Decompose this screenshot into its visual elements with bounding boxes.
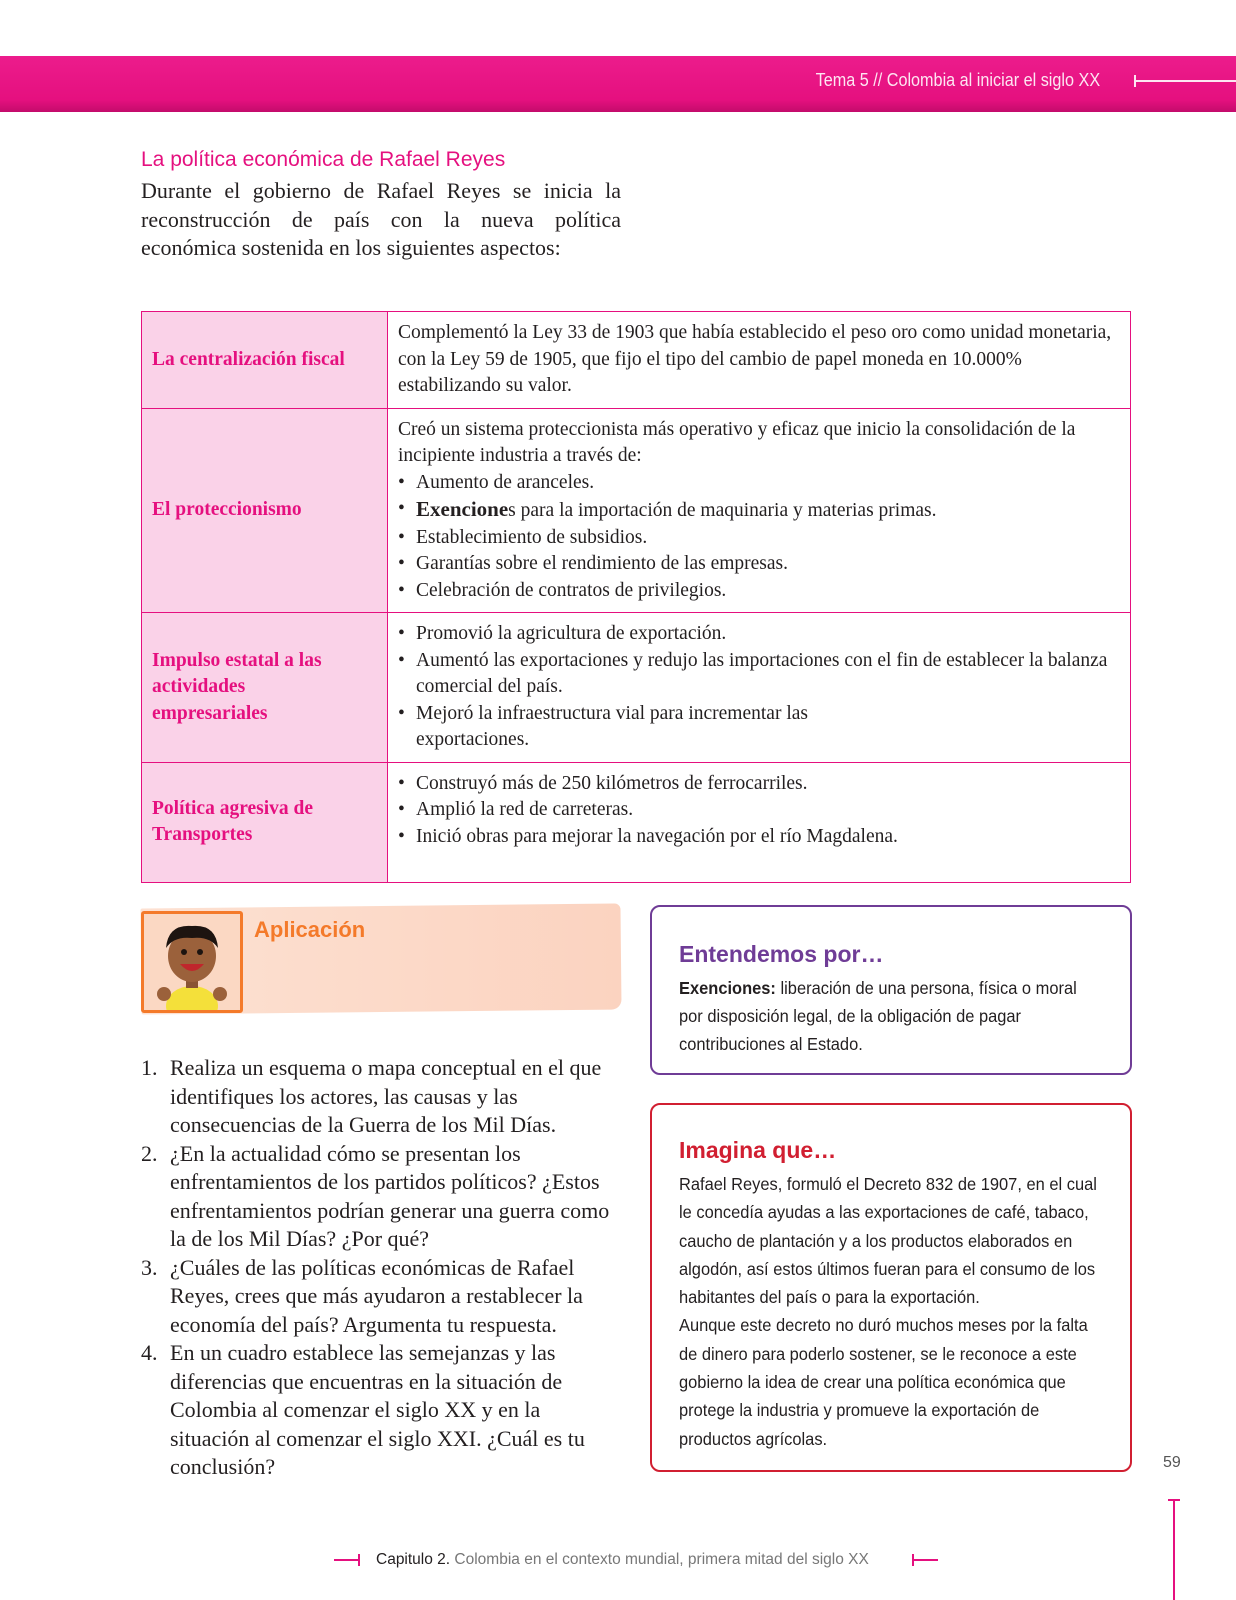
item-number: 4.: [141, 1340, 158, 1365]
table-row: [142, 762, 1131, 882]
footer-rule-right: [912, 1559, 938, 1561]
imagine-text: [679, 1170, 1102, 1453]
topic-title: Tema 5 // Colombia al iniciar el siglo XX: [815, 70, 1100, 90]
footer-title: Colombia en el contexto mundial, primera mitad del siglo XX: [450, 1551, 869, 1568]
definition-term: Exenciones:: [679, 978, 776, 998]
bold-term: Exencione: [416, 497, 509, 521]
avatar-illustration: [144, 914, 240, 1010]
item-number: 3.: [141, 1254, 158, 1280]
list-item: [141, 1254, 621, 1340]
imagine-box: [650, 1103, 1132, 1472]
term-suffix: s: [508, 500, 521, 521]
policy-table: [141, 311, 1131, 883]
imagine-paragraph: Rafael Reyes, formuló el Decreto 832 de 1907, en el cual le concedía ayudas a las exportaciones de café, tabaco, caucho de plantación y a los productos elaborados en algodón, así estos últimos fueran para el consumo de los habitantes del país o para la exportación.: [679, 1174, 1097, 1308]
table-row: [142, 613, 1131, 763]
intro-paragraph: Durante el gobierno de Rafael Reyes se inicia la reconstrucción de país con la nueva política económica sostenida en los siguientes aspectos:: [141, 178, 621, 260]
item-text: Realiza un esquema o mapa conceptual en el que identifiques los actores, las causas y las consecuencias de la Guerra de los Mil Días.: [170, 1055, 602, 1137]
list-item: [141, 1339, 621, 1482]
row-label: La centralización fiscal: [142, 312, 388, 409]
bullet-list: [398, 621, 1118, 754]
table-row: [142, 408, 1131, 613]
definition-title: Entendemos por…: [679, 941, 884, 967]
row-content: [388, 613, 1131, 763]
list-item: • Aumentó las exportaciones y redujo las importaciones con el fin de establecer la balanza comercial del país.: [398, 648, 1118, 701]
list-item: • Promovió la agricultura de exportación.: [398, 621, 1118, 648]
bullet-list: [398, 771, 1118, 851]
list-item: • Construyó más de 250 kilómetros de ferrocarriles.: [398, 771, 1118, 798]
row-intro: Creó un sistema proteccionista más operativo y eficaz que inicio la consolidación de la incipiente industria a través de:: [398, 418, 1076, 466]
list-item: • Inició obras para mejorar la navegación por el río Magdalena.: [398, 824, 1118, 851]
list-item: • Mejoró la infraestructura vial para incrementar las exportaciones.: [398, 701, 1118, 754]
bullet-list: [398, 470, 1118, 605]
imagine-title: Imagina que…: [679, 1137, 837, 1163]
footer-chapter: Capitulo 2.: [376, 1551, 451, 1568]
boy-thumbs-up-avatar-icon: [141, 911, 243, 1013]
row-content: [388, 762, 1131, 882]
activity-list: [141, 1054, 621, 1482]
row-label: El proteccionismo: [142, 408, 388, 613]
item-text: ¿Cuáles de las políticas económicas de Rafael Reyes, crees que más ayudaron a restablecer la economía del país? Argumenta tu respuesta.: [170, 1254, 583, 1337]
item-number: 2.: [141, 1140, 158, 1166]
imagine-paragraph: Aunque este decreto no duró muchos meses por la falta de dinero para poderlo sostener, se le reconoce a este gobierno la idea de crear una política económica que protege la industria y promueve la exportación de productos agrícolas.: [679, 1315, 1088, 1449]
section-heading: La política económica de Rafael Reyes: [141, 148, 506, 171]
footer-text: [376, 1551, 869, 1569]
item-text: En un cuadro establece las semejanzas y las diferencias que encuentras en la situación de Colombia al comenzar el siglo XX y en la situación al comenzar el siglo XXI. ¿Cuál es tu conclusión?: [170, 1340, 585, 1479]
definition-body: liberación de una persona, física o moral por disposición legal, de la obligación de pagar contribuciones al Estado.: [679, 978, 1077, 1054]
aplicacion-title: Aplicación: [254, 917, 366, 942]
list-item: • Garantías sobre el rendimiento de las empresas.: [398, 551, 1118, 578]
row-text: Complementó la Ley 33 de 1903 que había establecido el peso oro como unidad monetaria, con la Ley 59 de 1905, que fijo el tipo del cambio de papel moneda en 10.000% estabilizando su valor.: [388, 312, 1131, 409]
definition-text: [679, 974, 1083, 1058]
list-item-text: para la importación de maquinaria y materias primas.: [520, 500, 937, 521]
list-item: • Establecimiento de subsidios.: [398, 525, 1118, 552]
list-item: [141, 1054, 621, 1140]
side-rule: [1173, 1499, 1175, 1600]
definition-box: [650, 905, 1132, 1075]
row-label: Política agresiva de Transportes: [142, 762, 388, 882]
row-content: [388, 408, 1131, 613]
list-item: • Amplió la red de carreteras.: [398, 797, 1118, 824]
page-number: 59: [1163, 1454, 1181, 1471]
header-band: [0, 56, 1236, 112]
list-item: [141, 1140, 621, 1254]
list-item: • Celebración de contratos de privilegios.: [398, 578, 1118, 605]
header-rule: [1134, 80, 1236, 82]
list-item: • Aumento de aranceles.: [398, 470, 1118, 497]
item-text: ¿En la actualidad cómo se presentan los enfrentamientos de los partidos políticos? ¿Estos enfrentamientos podrían generar una guerra como la de los Mil Días? ¿Por qué?: [170, 1140, 610, 1251]
list-item: [398, 496, 1118, 525]
item-number: 1.: [141, 1055, 158, 1080]
footer: [334, 1548, 938, 1572]
table-row: [142, 312, 1131, 409]
row-label: Impulso estatal a las actividades empresariales: [142, 613, 388, 763]
footer-rule-left: [334, 1559, 360, 1561]
